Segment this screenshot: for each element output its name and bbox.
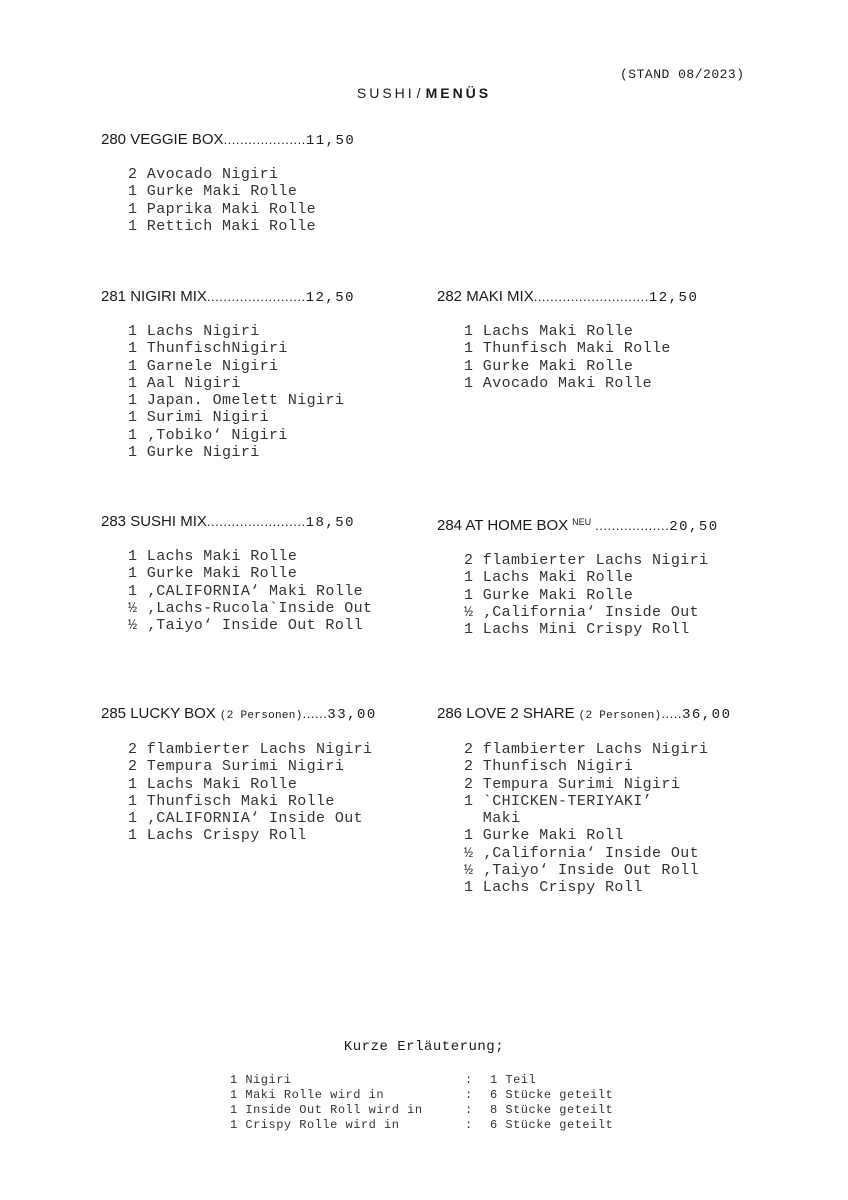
menu-box-280	[101, 130, 431, 235]
box-item: 1 Thunfisch Maki Rolle	[464, 340, 671, 358]
box-items	[464, 741, 767, 897]
box-items	[128, 166, 431, 235]
box-item: 1 Rettich Maki Rolle	[128, 217, 317, 235]
box-item: 2 Thunfisch Nigiri	[464, 758, 634, 776]
menu-box-283	[101, 512, 431, 634]
menu-box-286	[437, 704, 767, 897]
box-item: ½ ‚Taiyo‘ Inside Out Roll	[464, 862, 700, 880]
legend-separator: :	[465, 1118, 473, 1132]
box-item: 1 Paprika Maki Rolle	[128, 200, 317, 218]
box-item: 1 Gurke Maki Rolle	[464, 586, 634, 604]
box-item: 1 `CHICKEN-TERIYAKI’	[464, 792, 653, 810]
box-name: 282 MAKI MIX	[437, 288, 534, 305]
menu-box-heading	[437, 704, 767, 726]
box-items	[464, 323, 767, 392]
legend-row	[230, 1088, 613, 1103]
box-item: 1 Avocado Maki Rolle	[464, 374, 653, 392]
box-price: 12,50	[305, 290, 356, 306]
box-items	[464, 552, 767, 638]
box-item: 1 Lachs Maki Rolle	[464, 323, 634, 340]
box-item: 1 ‚CALIFORNIA‘ Maki Rolle	[128, 582, 364, 600]
legend-separator: :	[465, 1073, 473, 1087]
box-price: 11,50	[305, 133, 356, 149]
box-item: 1 Aal Nigiri	[128, 374, 241, 392]
title-sushi: SUSHI	[356, 85, 415, 101]
menu-box-heading	[101, 704, 431, 726]
box-item: 1 Lachs Crispy Roll	[128, 827, 307, 845]
box-item: 2 flambierter Lachs Nigiri	[128, 741, 373, 758]
persons-note: (2 Personen)	[578, 710, 662, 722]
menu-box-heading	[101, 287, 431, 308]
box-item: 1 Lachs Nigiri	[128, 323, 260, 340]
box-item: Maki	[464, 810, 521, 828]
legend-term: 1 Nigiri	[230, 1073, 292, 1087]
box-name: 284 AT HOME BOX	[437, 517, 569, 534]
box-item: 1 Lachs Mini Crispy Roll	[464, 621, 690, 639]
box-item: 2 Avocado Nigiri	[128, 166, 279, 183]
menu-box-heading	[437, 287, 767, 308]
legend-row	[230, 1118, 613, 1133]
box-price: 12,50	[648, 290, 699, 306]
menu-box-heading	[437, 512, 767, 537]
box-name: 286 LOVE 2 SHARE	[437, 705, 575, 722]
box-items	[128, 548, 431, 634]
box-item: 1 Gurke Nigiri	[128, 444, 260, 462]
box-item: 1 Garnele Nigiri	[128, 357, 279, 375]
dot-leader: .....	[661, 706, 682, 721]
box-name: 281 NIGIRI MIX	[101, 288, 207, 305]
legend-row	[230, 1103, 613, 1118]
box-item: 1 Gurke Maki Roll	[464, 827, 624, 845]
menu-box-heading	[101, 512, 431, 533]
box-item: 2 Tempura Surimi Nigiri	[464, 775, 681, 793]
legend-term: 1 Maki Rolle wird in	[230, 1088, 385, 1102]
box-item: ½ ‚California‘ Inside Out	[464, 603, 700, 621]
box-item: ½ ‚Taiyo‘ Inside Out Roll	[128, 617, 364, 635]
dot-leader: ....................	[223, 132, 306, 147]
dot-leader: ........................	[206, 289, 306, 304]
box-item: 1 ThunfischNigiri	[128, 340, 288, 358]
menu-box-heading	[101, 130, 431, 151]
box-item: 1 Japan. Omelett Nigiri	[128, 392, 345, 410]
page-title	[0, 85, 848, 101]
box-item: 1 Gurke Maki Rolle	[464, 357, 634, 375]
box-name: 283 SUSHI MIX	[101, 513, 207, 530]
box-item: 1 Gurke Maki Rolle	[128, 183, 298, 201]
box-item: 1 Gurke Maki Rolle	[128, 565, 298, 583]
box-price: 20,50	[669, 519, 719, 535]
explanation-legend	[230, 1073, 613, 1133]
box-price: 18,50	[305, 515, 356, 531]
stand-date: (STAND 08/2023)	[620, 67, 745, 82]
legend-term: 1 Crispy Rolle wird in	[230, 1118, 400, 1132]
box-item: 2 Tempura Surimi Nigiri	[128, 758, 345, 776]
menu-box-284	[437, 512, 767, 638]
dot-leader: ......	[302, 706, 328, 721]
menu-box-285	[101, 704, 431, 845]
box-item: 1 ‚CALIFORNIA‘ Inside Out	[128, 810, 364, 828]
box-price: 36,00	[681, 707, 732, 723]
box-item: 1 Lachs Maki Rolle	[464, 569, 634, 587]
legend-row	[230, 1073, 613, 1088]
new-badge: NEU	[572, 517, 592, 527]
box-name: 280 VEGGIE BOX	[101, 131, 224, 148]
legend-term: 1 Inside Out Roll wird in	[230, 1103, 423, 1117]
dot-leader: ........................	[206, 514, 306, 529]
dot-leader: ............................	[533, 289, 649, 304]
menu-box-282	[437, 287, 767, 392]
box-price: 33,00	[327, 707, 377, 723]
legend-separator: :	[465, 1088, 473, 1102]
box-item: 2 flambierter Lachs Nigiri	[464, 552, 709, 569]
box-item: 1 Thunfisch Maki Rolle	[128, 792, 335, 810]
explanation-title: Kurze Erläuterung;	[343, 1039, 505, 1055]
legend-value: 6 Stücke geteilt	[490, 1088, 614, 1102]
legend-value: 6 Stücke geteilt	[490, 1118, 614, 1132]
box-item: ½ ‚Lachs-Rucola`Inside Out	[128, 599, 373, 617]
box-name: 285 LUCKY BOX	[101, 705, 216, 722]
title-menus: MENÜS	[425, 85, 492, 101]
box-items	[128, 741, 431, 845]
box-item: 2 flambierter Lachs Nigiri	[464, 741, 709, 758]
legend-value: 1 Teil	[490, 1073, 537, 1087]
box-item: 1 ‚Tobiko‘ Nigiri	[128, 426, 288, 444]
dot-leader: ..................	[595, 518, 670, 533]
box-item: 1 Lachs Crispy Roll	[464, 879, 643, 897]
persons-note: (2 Personen)	[219, 710, 303, 722]
box-items	[128, 323, 431, 461]
legend-separator: :	[465, 1103, 473, 1117]
title-separator: /	[416, 85, 424, 101]
box-item: ½ ‚California‘ Inside Out	[464, 844, 700, 862]
box-item: 1 Lachs Maki Rolle	[128, 548, 298, 565]
menu-box-281	[101, 287, 431, 461]
legend-value: 8 Stücke geteilt	[490, 1103, 614, 1117]
box-item: 1 Surimi Nigiri	[128, 409, 270, 427]
box-item: 1 Lachs Maki Rolle	[128, 775, 298, 793]
